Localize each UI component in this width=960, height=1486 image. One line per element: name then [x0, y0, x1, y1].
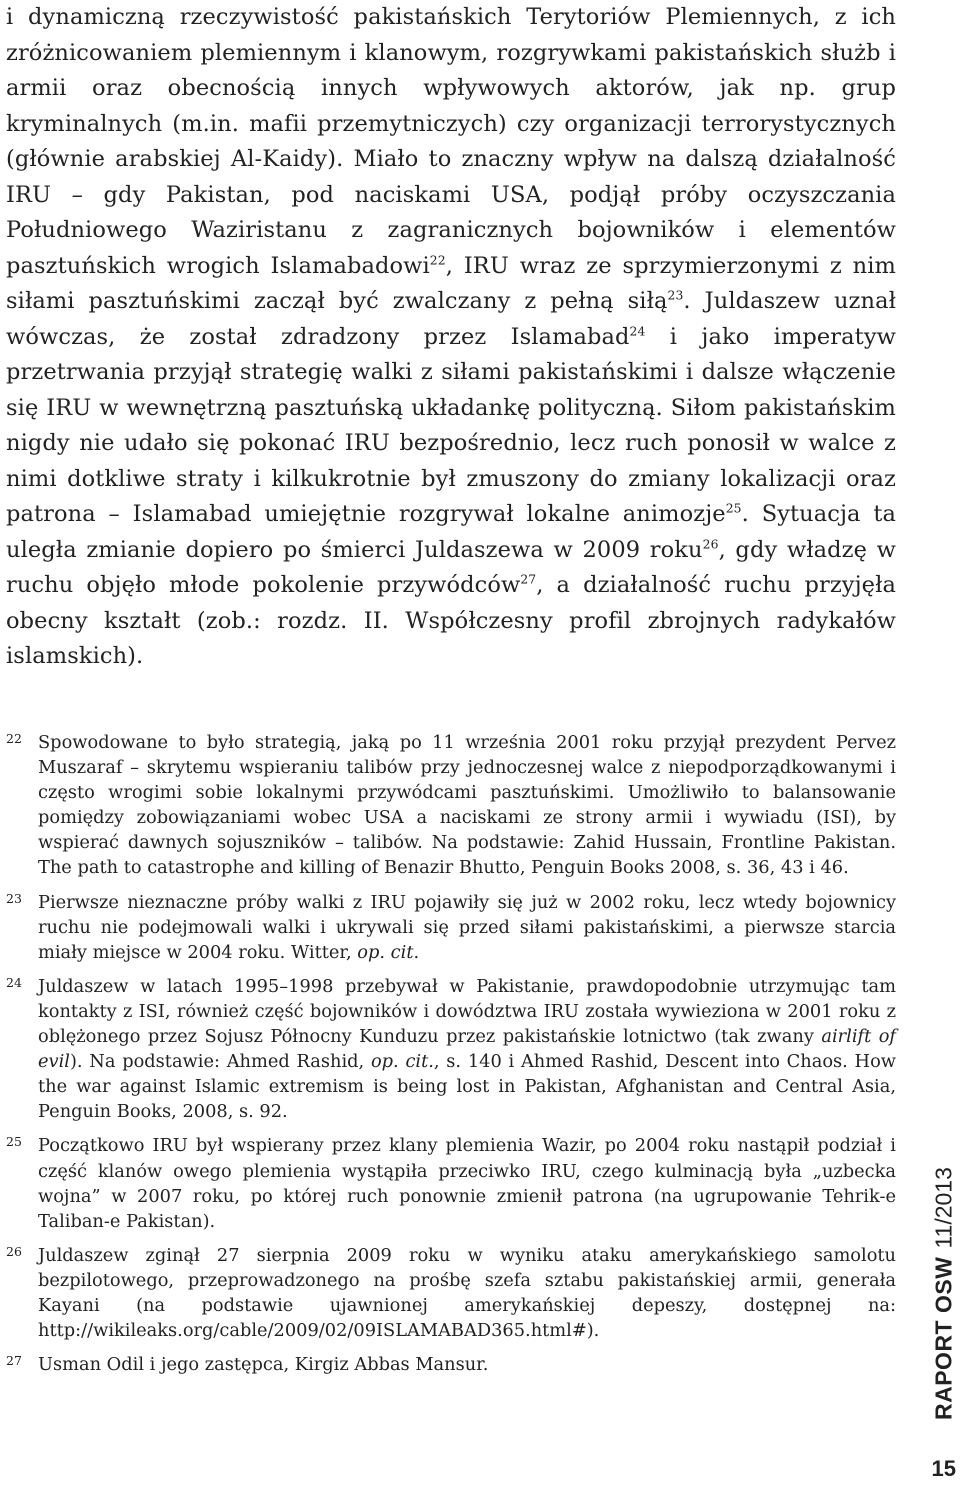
text-segment: Juldaszew w latach 1995–1998 przebywał w Pakistanie, prawdopodobnie utrzymując tam kontakty z ISI, również część bojowników i dowództwa IRU została wywieziona w 2001 roku z oblężonego przez Sojusz Północny Kunduzu przez pakistańskie lotnictwo (tak zwany [38, 975, 896, 1048]
text-segment: . Juldaszew uznał wówczas, że został zdradzony przez Islamabad [6, 288, 896, 350]
italic-term: airlift of evil [38, 1026, 896, 1073]
text-segment: , s. 140 i Ahmed Rashid, Descent into Chaos. How the war against Islamic extremism is being lost in Pakistan, Afghanistan and Central Asia, Penguin Books, 2008, s. 92. [38, 1051, 896, 1123]
footnote-ref-22[interactable]: 22 [429, 253, 446, 267]
footnote-26 [6, 1243, 896, 1343]
page-number: 15 [931, 1456, 956, 1481]
footnote-number: 26 [6, 1243, 22, 1259]
text-segment: , gdy władzę w ruchu objęło młode pokolenie przywódców [6, 536, 897, 598]
footnote-number: 23 [6, 890, 22, 906]
italic-citation: op. cit [357, 941, 414, 963]
footnote-text: Spowodowane to było strategią, jaką po 11 września 2001 roku przyjął prezydent Pervez Muszaraf – skrytemu wspieraniu talibów przy jednoczesnej walce z niepodporządkowanymi i często wrogimi sobie lokalnymi przywódcami pasztuńskimi. Umożliwiło to balansowanie pomiędzy zobowiązaniami wobec USA a naciskami ze strony armii i wywiadu (ISI), by wspierać dawnych sojuszników – talibów. Na podstawie: Zahid Hussain, Frontline Pakistan. The path to catastrophe and killing of Benazir Bhutto, Penguin Books 2008, s. 36, 43 i 46. [38, 732, 896, 879]
footnote-22 [6, 730, 896, 881]
text-segment: , IRU wraz ze sprzymierzonymi z nim siłami pasztuńskimi zaczął być zwalczany z pełną siłą [6, 252, 896, 314]
body-paragraph [6, 0, 896, 675]
footnotes-section [6, 730, 896, 1386]
footnote-ref-24[interactable]: 24 [629, 324, 646, 338]
footnote-23 [6, 890, 896, 965]
publication-brand: RAPORT OSW [930, 1256, 957, 1420]
text-segment: i dynamiczną rzeczywistość pakistańskich Terytoriów Plemiennych, z ich zróżnicowaniem plemiennym i klanowym, rozgrywkami pakistańskich służb i armii oraz obecnością innych wpływowych aktorów, jak np. grup kryminalnych (m.in. mafii przemytniczych) czy organizacji terrorystycznych (głównie arabskiej Al-Kaidy). Miało to znaczny wpływ na dalszą działalność IRU – gdy Pakistan, pod naciskami USA, podjął próby oczyszczania Południowego Waziristanu z zagranicznych bojowników i elementów pasztuńskich wrogich Islamabadowi [6, 4, 896, 279]
running-head-label [931, 1167, 958, 1420]
text-segment: . [413, 941, 420, 963]
text-segment: , a działalność ruchu przyjęła obecny kształt (zob.: rozdz. II. Współczesny profil zbrojnych radykałów islamskich). [6, 572, 896, 669]
text-segment: Pierwsze nieznaczne próby walki z IRU pojawiły się już w 2002 roku, lecz wtedy bojownicy ruchu nie podejmowali walki i ukrywali się przed siłami pakistańskimi, a pierwsze starcia miały miejsce w 2004 roku. Witter, [38, 891, 896, 963]
footnote-number: 22 [6, 731, 22, 746]
footnote-24 [6, 974, 896, 1125]
text-segment: i jako imperatyw przetrwania przyjął strategię walki z siłami pakistańskimi i dalsze włączenie się IRU w wewnętrzną pasztuńską układankę polityczną. Siłom pakistańskim nigdy nie udało się pokonać IRU bezpośrednio, lecz ruch ponosił w walce z nimi dotkliwe straty i kilkukrotnie był zmuszony do zmiany lokalizacji oraz patrona – Islamabad umiejętnie rozgrywał lokalne animozje [6, 323, 896, 527]
footnote-number: 27 [6, 1353, 22, 1369]
italic-citation: op. cit. [370, 1051, 434, 1073]
footnote-text: Usman Odil i jego zastępca, Kirgiz Abbas Mansur. [38, 1354, 489, 1376]
footnote-27 [6, 1352, 896, 1377]
footnote-text [38, 974, 896, 1125]
text-segment: ). Na podstawie: Ahmed Rashid, [69, 1051, 371, 1073]
footnote-ref-26[interactable]: 26 [702, 537, 719, 551]
footnote-ref-25[interactable]: 25 [725, 501, 742, 516]
side-running-head [928, 1160, 960, 1420]
issue-number: 11/2013 [930, 1167, 957, 1249]
footnote-number: 24 [6, 974, 22, 990]
footnote-ref-27[interactable]: 27 [520, 572, 537, 587]
body-text [6, 0, 896, 675]
footnote-number: 25 [6, 1134, 22, 1150]
text-segment: . Sytuacja ta uległa zmianie dopiero po śmierci Juldaszewa w 2009 roku [6, 501, 896, 563]
footnote-25 [6, 1133, 896, 1233]
footnote-text: Początkowo IRU był wspierany przez klany plemienia Wazir, po 2004 roku nastąpił podział i część klanów owego plemienia wystąpiła przeciwko IRU, czego kulminacją była „uzbecka wojna” w 2007 roku, po której ruch ponownie zmienił patrona (na ugrupowanie Tehrik-e Taliban-e Pakistan). [38, 1135, 896, 1232]
footnote-text [38, 890, 896, 965]
footnote-ref-23[interactable]: 23 [667, 288, 684, 303]
footnote-text: Juldaszew zginął 27 sierpnia 2009 roku w wyniku ataku amerykańskiego samolotu bezpilotowego, przeprowadzonego na prośbę szefa sztabu pakistańskiej armii, generała Kayani (na podstawie ujawnionej amerykańskiej depeszy, dostępnej na: http://wikileaks.org/cable/2009/02/09ISLAMABAD365.html#). [38, 1244, 896, 1342]
